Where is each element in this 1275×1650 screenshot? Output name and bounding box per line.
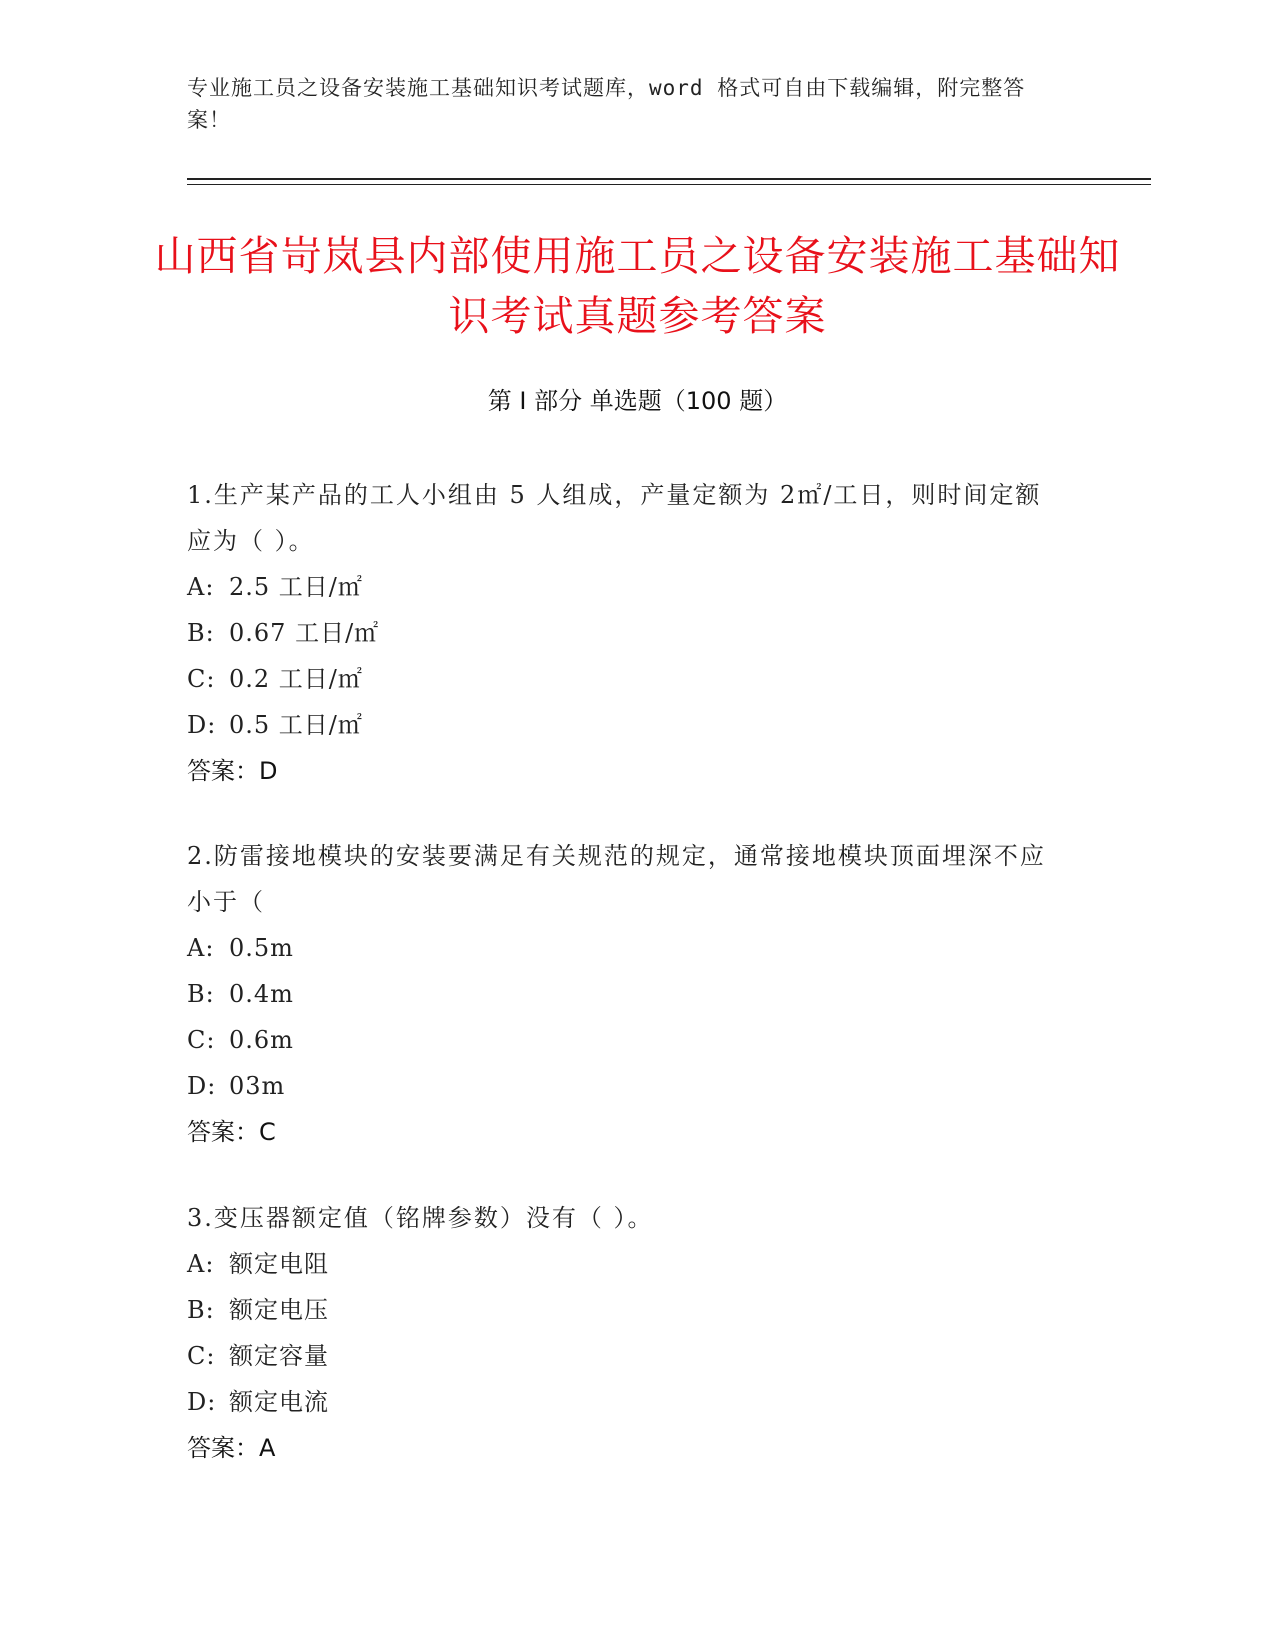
option-text: 0.5 工日/㎡ <box>229 711 363 739</box>
option-b <box>187 971 1067 1017</box>
option-text: 0.67 工日/㎡ <box>229 619 380 647</box>
option-c <box>187 1333 1067 1379</box>
header-divider-thin <box>187 184 1151 185</box>
question-3 <box>187 1195 1067 1471</box>
option-text: 额定电阻 <box>229 1250 329 1278</box>
option-label: B: <box>187 619 215 647</box>
option-c <box>187 1017 1067 1063</box>
option-label: C: <box>187 1026 216 1054</box>
option-b <box>187 610 1067 656</box>
option-label: D: <box>187 711 217 739</box>
option-d <box>187 1063 1067 1109</box>
option-label: B: <box>187 980 215 1008</box>
option-b <box>187 1287 1067 1333</box>
question-stem: 3.变压器额定值（铭牌参数）没有（ ）。 <box>187 1204 654 1232</box>
option-text: 0.4m <box>229 980 294 1008</box>
option-text: 额定电压 <box>229 1296 329 1324</box>
option-d <box>187 1379 1067 1425</box>
option-a <box>187 564 1067 610</box>
option-label: A: <box>187 1250 215 1278</box>
answer-line: 答案：C <box>187 1118 276 1146</box>
option-text: 0.2 工日/㎡ <box>229 665 363 693</box>
option-label: A: <box>187 934 215 962</box>
answer-line: 答案：A <box>187 1434 276 1462</box>
header-note: 专业施工员之设备安装施工基础知识考试题库，word 格式可自由下载编辑，附完整答案！ <box>187 76 1026 132</box>
option-text: 0.6m <box>229 1026 294 1054</box>
option-label: C: <box>187 665 216 693</box>
option-label: D: <box>187 1388 217 1416</box>
option-text: 额定电流 <box>229 1388 329 1416</box>
option-text: 2.5 工日/㎡ <box>229 573 363 601</box>
option-label: B: <box>187 1296 215 1324</box>
option-a <box>187 1241 1067 1287</box>
question-stem: 2.防雷接地模块的安装要满足有关规范的规定，通常接地模块顶面埋深不应小于（ <box>187 842 1046 916</box>
header-divider-thick <box>187 178 1151 180</box>
option-text: 0.5m <box>229 934 294 962</box>
option-a <box>187 925 1067 971</box>
option-d <box>187 702 1067 748</box>
question-1 <box>187 472 1067 794</box>
option-label: C: <box>187 1342 216 1370</box>
option-c <box>187 656 1067 702</box>
question-2 <box>187 833 1067 1155</box>
section-heading: 第 I 部分 单选题（100 题） <box>487 387 788 415</box>
question-stem: 1.生产某产品的工人小组由 5 人组成，产量定额为 2㎡/工日，则时间定额应为（ ）。 <box>187 481 1042 555</box>
option-label: D: <box>187 1072 217 1100</box>
option-label: A: <box>187 573 215 601</box>
answer-line: 答案：D <box>187 757 278 785</box>
option-text: 03m <box>229 1072 286 1100</box>
document-title: 山西省岢岚县内部使用施工员之设备安装施工基础知识考试真题参考答案 <box>154 232 1121 340</box>
option-text: 额定容量 <box>229 1342 329 1370</box>
